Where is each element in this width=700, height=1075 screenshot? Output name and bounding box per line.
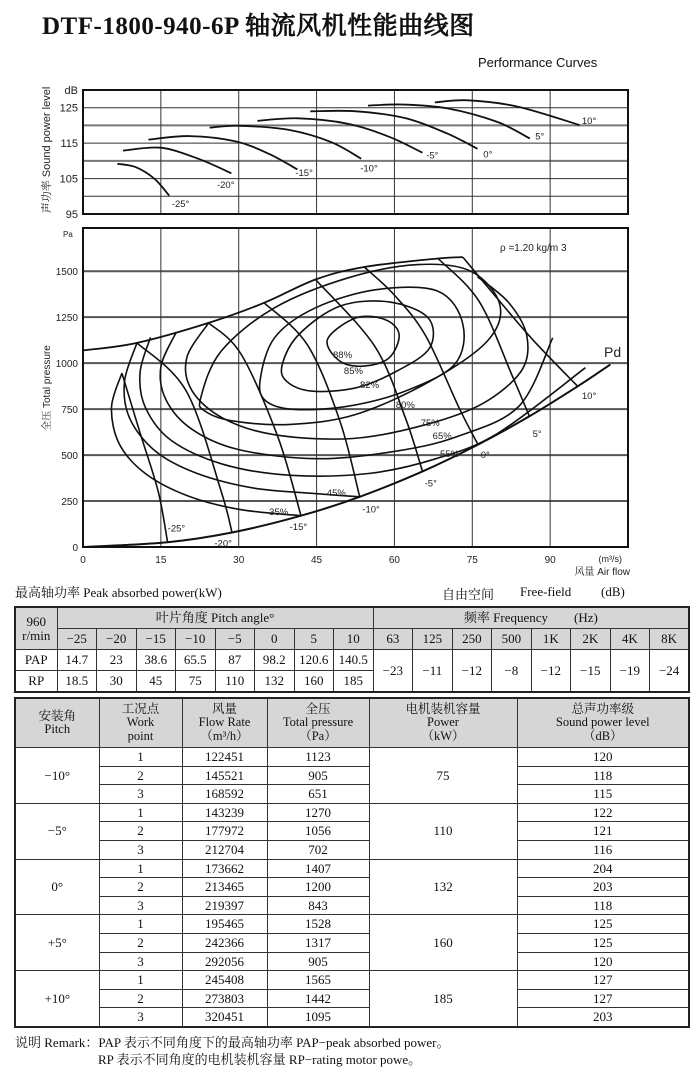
sound-yunit-label: dB xyxy=(64,85,78,97)
frequency-cell: 250 xyxy=(452,629,492,650)
sound-ylabel: 声功率 Sound power level xyxy=(41,86,53,214)
work-point-cell: 1 xyxy=(99,859,182,878)
pitch-cell: −10° xyxy=(15,748,99,804)
pitch-angle-header: 叶片角度 Pitch angle° xyxy=(57,607,373,629)
power-cell: 110 xyxy=(369,803,517,859)
power-frequency-table xyxy=(14,606,690,693)
efficiency-label: 85% xyxy=(343,366,363,378)
total-pressure-cell: 1442 xyxy=(267,989,369,1008)
sound-level-cell: 127 xyxy=(517,971,689,990)
work-point-cell: 1 xyxy=(99,748,182,767)
work-point-cell: 1 xyxy=(99,915,182,934)
rp-label: RP xyxy=(15,671,57,693)
pitch-angle-cell: −20 xyxy=(97,629,137,650)
header-line: 全压 xyxy=(305,701,331,716)
frequency-correction-value: −19 xyxy=(610,650,650,693)
table-header-row xyxy=(15,698,689,748)
pitch-angle-cell: 0 xyxy=(255,629,295,650)
header-line: （Pa） xyxy=(299,728,337,743)
main-yunit-label: Pa xyxy=(63,230,73,239)
table-row xyxy=(15,915,689,934)
pitch-cell: 0° xyxy=(15,859,99,915)
total-pressure-cell: 905 xyxy=(267,766,369,785)
flow-rate-cell: 122451 xyxy=(182,748,267,767)
main-xtick-label: 45 xyxy=(311,555,323,566)
main-ytick-label: 500 xyxy=(61,451,78,463)
pitch-angle-cell: −10 xyxy=(176,629,216,650)
work-point-cell: 3 xyxy=(99,896,182,915)
main-ytick-label: 750 xyxy=(61,405,78,417)
work-point-cell: 1 xyxy=(99,803,182,822)
pd-curve-label: Pd xyxy=(604,344,622,360)
flow-rate-cell: 212704 xyxy=(182,840,267,859)
total-pressure-cell: 1528 xyxy=(267,915,369,934)
header-line: Sound power level xyxy=(555,715,650,730)
table-header-row xyxy=(15,629,689,650)
free-field-caption-cn: 自由空间 xyxy=(442,587,495,602)
work-point-header xyxy=(99,698,182,748)
sound-level-cell: 122 xyxy=(517,803,689,822)
main-ylabel: 全压 Total pressure xyxy=(42,345,53,431)
frequency-correction-value: −15 xyxy=(571,650,611,693)
rp-value: 18.5 xyxy=(57,671,97,693)
table-row xyxy=(15,933,689,952)
pitch-line-label: -15° xyxy=(289,521,308,533)
rp-value: 75 xyxy=(176,671,216,693)
efficiency-contour-65pct xyxy=(160,332,552,462)
sound-curve-label: -10° xyxy=(360,163,378,175)
peak-power-caption: 最高轴功率 Peak absorbed power(kW) xyxy=(15,585,222,600)
power-cell: 160 xyxy=(369,915,517,971)
flow-rate-cell: 177972 xyxy=(182,822,267,841)
pitch-line-label: 10° xyxy=(581,391,597,403)
total-pressure-cell: 702 xyxy=(267,840,369,859)
main-ytick-label: 1250 xyxy=(55,313,78,325)
flow-rate-cell: 273803 xyxy=(182,989,267,1008)
sound-ytick-label: 115 xyxy=(60,138,78,151)
flow-rate-cell: 320451 xyxy=(182,1008,267,1027)
power-cell: 132 xyxy=(369,859,517,915)
power-cell: 185 xyxy=(369,971,517,1027)
frequency-correction-value: −12 xyxy=(452,650,492,693)
pitch-line-label: 0° xyxy=(480,450,490,462)
main-xtick-label: 15 xyxy=(155,555,167,566)
main-xtick-label: 75 xyxy=(466,555,478,566)
sound-curve-minus15deg xyxy=(148,136,297,169)
main-xunit-label: (m³/s) xyxy=(598,554,622,564)
pitch-cell: −5° xyxy=(15,803,99,859)
efficiency-label: 55% xyxy=(439,449,459,461)
work-point-cell: 2 xyxy=(99,822,182,841)
sound-level-cell: 125 xyxy=(517,915,689,934)
sound-level-cell: 125 xyxy=(517,933,689,952)
frequency-correction-value: −23 xyxy=(373,650,413,693)
work-point-cell: 3 xyxy=(99,785,182,804)
pitch-angle-cell: 10 xyxy=(334,629,374,650)
sound-curve-minus5deg xyxy=(257,118,422,152)
sound-curve-label: -5° xyxy=(426,150,439,162)
header-line: 总声功率级 xyxy=(571,701,634,716)
main-xlabel: 风量 Air flow xyxy=(574,567,630,578)
efficiency-label: 88% xyxy=(333,350,353,362)
frequency-cell: 8K xyxy=(650,629,690,650)
work-point-cell: 3 xyxy=(99,1008,182,1027)
sound-level-cell: 120 xyxy=(517,748,689,767)
table-row xyxy=(15,803,689,822)
sound-level-cell: 116 xyxy=(517,840,689,859)
pitch-angle-cell: 5 xyxy=(294,629,334,650)
main-ytick-label: 250 xyxy=(61,497,78,509)
sound-level-cell: 203 xyxy=(517,1008,689,1027)
header-line: Flow Rate xyxy=(198,715,251,730)
header-line: （dB） xyxy=(582,728,623,743)
efficiency-label: 75% xyxy=(420,418,440,430)
main-ytick-label: 1500 xyxy=(55,267,78,279)
sound-level-cell: 120 xyxy=(517,952,689,971)
table-row xyxy=(15,748,689,767)
table-header-row xyxy=(15,607,689,629)
frequency-cell: 63 xyxy=(373,629,413,650)
pitch-angle-cell: −5 xyxy=(215,629,255,650)
table-row xyxy=(15,650,689,671)
flow-rate-cell: 145521 xyxy=(182,766,267,785)
flow-rate-cell: 219397 xyxy=(182,896,267,915)
rp-value: 132 xyxy=(255,671,295,693)
sound-ytick-label: 105 xyxy=(59,173,78,186)
pitch-line-label: 5° xyxy=(532,428,542,440)
work-point-cell: 2 xyxy=(99,878,182,897)
sound-curve-10deg xyxy=(435,100,580,125)
pap-label: PAP xyxy=(15,650,57,671)
main-xtick-label: 90 xyxy=(544,555,556,566)
efficiency-label: 45% xyxy=(326,488,346,500)
total-pressure-cell: 1200 xyxy=(267,878,369,897)
sound-curve-label: -20° xyxy=(216,179,235,191)
frequency-correction-value: −11 xyxy=(413,650,453,693)
pitch-line-minus10deg xyxy=(264,303,360,500)
table-row xyxy=(15,878,689,897)
sound-level-cell: 115 xyxy=(517,785,689,804)
efficiency-label: 65% xyxy=(432,431,452,443)
sound-curve-minus10deg xyxy=(210,126,362,159)
flow-rate-cell: 213465 xyxy=(182,878,267,897)
sound-level-cell: 118 xyxy=(517,766,689,785)
sound-ytick-label: 95 xyxy=(65,209,78,221)
header-line: Work xyxy=(126,715,155,730)
rp-value: 110 xyxy=(215,671,255,693)
pap-value: 38.6 xyxy=(136,650,176,671)
efficiency-label: 82% xyxy=(360,380,380,392)
main-ytick-label: 0 xyxy=(72,543,78,554)
main-xtick-label: 0 xyxy=(80,555,86,566)
pitch-line-label: -20° xyxy=(214,538,232,550)
main-ytick-label: 1000 xyxy=(55,359,78,371)
total-pressure-cell: 1407 xyxy=(267,859,369,878)
table-row xyxy=(15,859,689,878)
work-point-cell: 2 xyxy=(99,989,182,1008)
header-line: （kW） xyxy=(421,728,465,743)
total-pressure-cell: 1317 xyxy=(267,933,369,952)
total-pressure-cell: 843 xyxy=(267,896,369,915)
chart-subtitle: Performance Curves xyxy=(478,55,598,70)
sound-level-cell: 127 xyxy=(517,989,689,1008)
frequency-cell: 125 xyxy=(413,629,453,650)
efficiency-contour-82pct xyxy=(260,287,465,410)
pap-value: 120.6 xyxy=(294,650,334,671)
pitch-line-label: -25° xyxy=(167,523,186,535)
work-point-cell: 3 xyxy=(99,952,182,971)
frequency-correction-value: −12 xyxy=(531,650,571,693)
main-xtick-label: 30 xyxy=(233,555,245,566)
pap-value: 140.5 xyxy=(334,650,374,671)
sound-level-cell: 118 xyxy=(517,896,689,915)
header-line: Power xyxy=(427,715,459,730)
pitch-cell: +5° xyxy=(15,915,99,971)
air-density-annotation: ρ =1.20 kg/m 3 xyxy=(500,243,567,254)
flow-rate-cell: 195465 xyxy=(182,915,267,934)
total-pressure-cell: 1270 xyxy=(267,803,369,822)
header-line: （m³/h） xyxy=(200,728,249,743)
free-field-unit: (dB) xyxy=(601,584,625,599)
table-row xyxy=(15,1008,689,1027)
work-point-table xyxy=(14,697,690,1028)
table-row xyxy=(15,822,689,841)
flow-rate-cell: 292056 xyxy=(182,952,267,971)
frequency-correction-value: −8 xyxy=(492,650,532,693)
work-point-cell: 2 xyxy=(99,766,182,785)
flow-rate-cell: 143239 xyxy=(182,803,267,822)
rp-value: 160 xyxy=(294,671,334,693)
total-pressure-cell: 1565 xyxy=(267,971,369,990)
header-line: Pitch xyxy=(44,722,71,736)
total-pressure-cell: 1095 xyxy=(267,1008,369,1027)
pap-value: 14.7 xyxy=(57,650,97,671)
flow-rate-cell: 242366 xyxy=(182,933,267,952)
table-row xyxy=(15,766,689,785)
total-pressure-header xyxy=(267,698,369,748)
power-cell: 75 xyxy=(369,748,517,804)
total-pressure-cell: 651 xyxy=(267,785,369,804)
sound-curve-minus25deg xyxy=(117,164,169,196)
rp-value: 185 xyxy=(334,671,374,693)
sound-curve-label: 10° xyxy=(581,115,597,127)
speed-cell xyxy=(15,607,57,650)
power-header xyxy=(369,698,517,748)
pap-value: 87 xyxy=(215,650,255,671)
frequency-cell: 2K xyxy=(571,629,611,650)
pitch-line-minus20deg xyxy=(137,343,232,533)
header-line: 960 xyxy=(26,613,46,629)
main-xtick-label: 60 xyxy=(388,555,400,566)
efficiency-label: 35% xyxy=(269,507,289,519)
pitch-cell: +10° xyxy=(15,971,99,1027)
table-row xyxy=(15,989,689,1008)
table-row xyxy=(15,785,689,804)
pitch-angle-cell: −15 xyxy=(136,629,176,650)
table-row xyxy=(15,952,689,971)
work-point-cell: 1 xyxy=(99,971,182,990)
header-line: 安装角 xyxy=(38,708,76,723)
pitch-line-label: -5° xyxy=(424,478,437,490)
pitch-line-label: -10° xyxy=(362,504,380,516)
total-pressure-cell: 1056 xyxy=(267,822,369,841)
frequency-correction-value: −24 xyxy=(650,650,690,693)
sound-level-cell: 204 xyxy=(517,859,689,878)
sound-level-cell: 121 xyxy=(517,822,689,841)
efficiency-contour-45pct xyxy=(124,343,360,500)
remark-line-2: RP 表示不同角度的电机装机容量 RP−rating motor powe。 xyxy=(98,1052,422,1067)
sound-curve-label: -25° xyxy=(171,199,190,211)
total-pressure-cell: 905 xyxy=(267,952,369,971)
free-field-caption-en: Free-field xyxy=(520,584,572,599)
header-line: r/min xyxy=(22,627,51,643)
pap-value: 98.2 xyxy=(255,650,295,671)
sound-level-header xyxy=(517,698,689,748)
header-line: 工况点 xyxy=(121,701,160,716)
pitch-angle-cell: −25 xyxy=(57,629,97,650)
frequency-cell: 1K xyxy=(531,629,571,650)
rp-value: 30 xyxy=(97,671,137,693)
page-title: DTF-1800-940-6P 轴流风机性能曲线图 xyxy=(42,13,475,40)
pitch-header xyxy=(15,698,99,748)
flow-rate-cell: 245408 xyxy=(182,971,267,990)
work-point-cell: 2 xyxy=(99,933,182,952)
total-pressure-cell: 1123 xyxy=(267,748,369,767)
pap-value: 23 xyxy=(97,650,137,671)
flow-rate-header xyxy=(182,698,267,748)
table-row xyxy=(15,971,689,990)
sound-curve-label: 0° xyxy=(483,149,493,161)
sound-curve-label: -15° xyxy=(295,167,313,179)
sound-plot-frame xyxy=(83,90,628,214)
work-point-cell: 3 xyxy=(99,840,182,859)
frequency-cell: 4K xyxy=(610,629,650,650)
sound-level-cell: 203 xyxy=(517,878,689,897)
pap-value: 65.5 xyxy=(176,650,216,671)
flow-rate-cell: 168592 xyxy=(182,785,267,804)
header-line: 风量 xyxy=(211,701,237,716)
frequency-header: 频率 Frequency (Hz) xyxy=(373,607,689,629)
efficiency-label: 80% xyxy=(395,400,415,412)
sound-ytick-label: 125 xyxy=(59,102,78,115)
rp-value: 45 xyxy=(136,671,176,693)
table-row xyxy=(15,896,689,915)
sound-curve-label: 5° xyxy=(535,131,545,143)
header-line: 电机装机容量 xyxy=(405,701,481,716)
frequency-cell: 500 xyxy=(492,629,532,650)
table-row xyxy=(15,840,689,859)
remark-line-1: 说明 Remark：PAP 表示不同角度下的最高轴功率 PAP−peak absorbed power。 xyxy=(15,1035,450,1050)
flow-rate-cell: 173662 xyxy=(182,859,267,878)
header-line: point xyxy=(127,728,154,743)
header-line: Total pressure xyxy=(282,715,354,730)
